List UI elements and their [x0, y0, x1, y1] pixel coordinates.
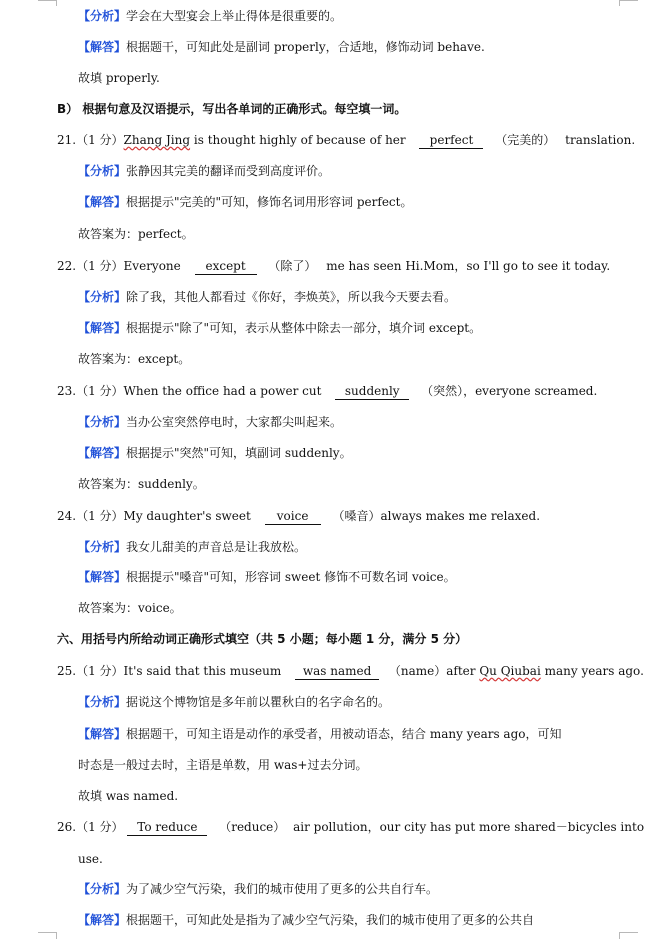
- answer-tag: 【解答】: [78, 195, 127, 209]
- question-number: 24.（1 分）: [57, 509, 124, 523]
- analysis-line: [78, 694, 390, 710]
- question-text: Everyone: [123, 259, 181, 273]
- hint-text: （除了）: [268, 259, 317, 273]
- analysis-tag: 【分析】: [78, 290, 127, 304]
- question-text-end: me has seen Hi.Mom，so I'll go to see it today.: [326, 259, 611, 273]
- answer-explanation-line: [78, 320, 481, 336]
- answer-tag: 【解答】: [78, 446, 127, 460]
- final-answer-line: 故填 properly.: [78, 71, 160, 85]
- answer-text: 根据提示"突然"可知，填副词 suddenly。: [126, 446, 352, 460]
- crop-mark-bottom-right: [620, 932, 638, 933]
- analysis-tag: 【分析】: [78, 540, 127, 554]
- analysis-text: 我女儿甜美的声音总是让我放松。: [126, 540, 307, 554]
- proper-name: Zhang Jing: [123, 133, 191, 147]
- analysis-tag: 【分析】: [78, 882, 127, 896]
- answer-explanation-line: [78, 726, 562, 742]
- crop-mark-top-left-vertical: [56, 0, 57, 6]
- answer-text: 根据题干，可知此处是副词 properly，合适地，修饰动词 behave.: [126, 40, 485, 54]
- answer-blank: To reduce: [127, 819, 207, 836]
- question-number: 23.（1 分）: [57, 384, 124, 398]
- question-number: 26.（1 分）: [57, 820, 124, 834]
- analysis-text: 张静因其完美的翻译而受到高度评价。: [126, 164, 331, 178]
- analysis-text: 当办公室突然停电时，大家都尖叫起来。: [126, 415, 343, 429]
- answer-text: 根据提示"嗓音"可知，形容词 sweet 修饰不可数名词 voice。: [126, 570, 456, 584]
- crop-mark-bottom-left: [38, 932, 56, 933]
- question-continuation: use.: [78, 852, 103, 866]
- answer-explanation-line: [78, 569, 456, 585]
- analysis-line: [78, 8, 342, 24]
- answer-explanation-line: [78, 445, 352, 461]
- answer-tag: 【解答】: [78, 40, 127, 54]
- answer-blank: except: [195, 258, 257, 275]
- analysis-line: [78, 163, 330, 179]
- analysis-line: [78, 414, 342, 430]
- hint-text: （name）after: [388, 664, 476, 678]
- analysis-line: [78, 881, 438, 897]
- question-text-end: ，everyone screamed.: [463, 384, 598, 398]
- hint-text: （完美的）: [495, 133, 556, 147]
- answer-tag: 【解答】: [78, 913, 127, 927]
- crop-mark-bottom-right-vertical: [619, 932, 620, 939]
- section-heading-b: B） 根据句意及汉语提示，写出各单词的正确形式。每空填一词。: [57, 102, 407, 116]
- crop-mark-top-right-vertical: [619, 0, 620, 6]
- answer-blank: was named: [295, 663, 379, 680]
- question-text-end: many years ago.: [544, 664, 644, 678]
- answer-tag: 【解答】: [78, 727, 127, 741]
- answer-blank: perfect: [419, 132, 483, 149]
- answer-tag: 【解答】: [78, 321, 127, 335]
- answer-blank: voice: [265, 508, 321, 525]
- answer-text: 根据题干，可知主语是动作的承受者，用被动语态，结合 many years ago，可知: [126, 727, 562, 741]
- question-text-end: always makes me relaxed.: [380, 509, 541, 523]
- section-heading-six: 六、用括号内所给动词正确形式填空（共 5 小题；每小题 1 分，满分 5 分）: [57, 632, 468, 646]
- question-26: [57, 819, 644, 836]
- analysis-text: 学会在大型宴会上举止得体是很重要的。: [126, 9, 343, 23]
- question-text: My daughter's sweet: [123, 509, 251, 523]
- final-answer-line: 故填 was named.: [78, 789, 179, 803]
- question-number: 21.（1 分）: [57, 133, 124, 147]
- hint-text: （嗓音）: [332, 509, 381, 523]
- analysis-text: 为了减少空气污染，我们的城市使用了更多的公共自行车。: [126, 882, 439, 896]
- analysis-line: [78, 289, 456, 305]
- analysis-text: 据说这个博物馆是多年前以瞿秋白的名字命名的。: [126, 695, 391, 709]
- question-23: [57, 383, 597, 400]
- answer-text: 根据提示"除了"可知，表示从整体中除去一部分，填介词 except。: [126, 321, 482, 335]
- analysis-tag: 【分析】: [78, 164, 127, 178]
- analysis-line: [78, 539, 306, 555]
- answer-explanation-line: [78, 194, 412, 210]
- question-number: 25.（1 分）: [57, 664, 124, 678]
- question-text: is thought highly of because of her: [190, 133, 406, 147]
- question-24: [57, 508, 540, 525]
- analysis-tag: 【分析】: [78, 695, 127, 709]
- analysis-tag: 【分析】: [78, 415, 127, 429]
- crop-mark-top-left: [38, 0, 56, 1]
- crop-mark-top-right: [620, 0, 638, 1]
- final-answer-line: 故答案为：suddenly。: [78, 477, 205, 491]
- hint-text: （reduce）: [219, 820, 286, 834]
- proper-name: Qu Qiubai: [479, 664, 541, 678]
- answer-explanation-line: [78, 39, 485, 55]
- question-text-end: translation.: [565, 133, 636, 147]
- analysis-text: 除了我，其他人都看过《你好，李焕英》，所以我今天要去看。: [126, 290, 457, 304]
- question-25: [57, 663, 644, 680]
- answer-continuation: 时态是一般过去时，主语是单数，用 was+过去分词。: [78, 758, 368, 772]
- question-text: When the office had a power cut: [123, 384, 322, 398]
- crop-mark-bottom-left-vertical: [56, 932, 57, 939]
- question-number: 22.（1 分）: [57, 259, 124, 273]
- question-text: It's said that this museum: [123, 664, 282, 678]
- answer-explanation-line: [78, 912, 534, 928]
- analysis-tag: 【分析】: [78, 9, 127, 23]
- final-answer-line: 故答案为：voice。: [78, 601, 182, 615]
- final-answer-line: 故答案为：except。: [78, 352, 191, 366]
- hint-text: （突然）: [421, 384, 464, 398]
- answer-blank: suddenly: [335, 383, 409, 400]
- question-22: [57, 258, 610, 275]
- question-text-end: air pollution，our city has put more shared－bicycles into: [293, 820, 645, 834]
- answer-text: 根据题干，可知此处是指为了减少空气污染，我们的城市使用了更多的公共自: [126, 913, 535, 927]
- final-answer-line: 故答案为：perfect。: [78, 227, 194, 241]
- question-21: [57, 132, 635, 149]
- answer-tag: 【解答】: [78, 570, 127, 584]
- answer-text: 根据提示"完美的"可知，修饰名词用形容词 perfect。: [126, 195, 413, 209]
